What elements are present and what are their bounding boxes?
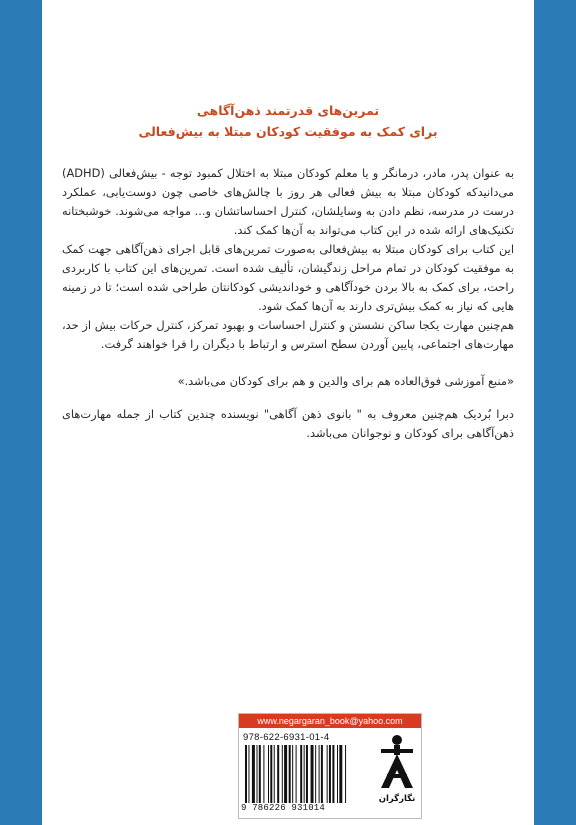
title-line-2: برای کمک به موفقیت کودکان مبتلا به بیش‌فعالی (138, 124, 438, 139)
title-line-1: تمرین‌های قدرتمند ذهن‌آگاهی (196, 103, 380, 118)
blurb (62, 100, 514, 443)
publisher-name: نگارگران (378, 794, 416, 804)
back-cover-panel (42, 0, 534, 825)
barcode-block (238, 713, 422, 819)
review-quote: «منبع آموزشی فوق‌العاده هم برای والدین و هم برای کودکان می‌باشد.» (177, 374, 514, 388)
paragraph-2: این کتاب برای کودکان مبتلا به بیش‌فعالی به‌صورت تمرین‌های قابل اجرای ذهن‌آگاهی جهت کمک به موفقیت کودکان در تمام مراحل زندگیشان، تألیف شده است. تمرین‌های این کتاب با کاربردی راحت، برای کمک به بالا بردن خودآگاهی و خوداندیشی کودکانتان طراحی شده است؛ تا در زمینه هایی که نیاز به کمک بیش‌تری دارند به آن‌ها کمک شود. (62, 242, 514, 313)
isbn-number: 978-622-6931-01-4 (243, 732, 330, 743)
publisher-logo-icon (377, 734, 417, 792)
publisher-url: www.negargaran_book@yahoo.com (239, 714, 421, 728)
barcode-digits: 9 786226 931014 (241, 803, 326, 813)
author-note: دبرا بُردیک هم‌چنین معروف به " بانوی ذهن آگاهی" نویسنده چندین کتاب از جمله مهارت‌های ذهن‌آگاهی برای کودکان و نوجوانان می‌باشد. (62, 407, 514, 440)
blurb-title (62, 100, 514, 142)
cover-right-border (534, 0, 576, 825)
cover-left-border (0, 0, 42, 825)
paragraph-1: به عنوان پدر، مادر، درمانگر و یا معلم کودکان مبتلا به اختلال کمبود توجه - بیش‌فعالی (ADHD) می‌دانید‌که کودکان مبتلا به بیش فعالی هر روز با چالش‌های خاصی چون دوست‌یابی، عملکرد درست در مدرسه، نظم دادن به وسایلشان، کنترل احساساتشان و... مواجه می‌شوند. خوشبختانه تکنیک‌های ارائه شده در این کتاب می‌تواند به آن‌ها کمک کند. (62, 166, 514, 237)
paragraph-3: هم‌چنین مهارت یکجا ساکن نشستن و کنترل احساسات و بهبود تمرکز، کنترل حرکات بیش از حد، مهارت‌های اجتماعی، پایین آوردن سطح استرس و ارتباط با دیگران را فرا خواهند گرفت. (62, 318, 514, 351)
barcode-bars (243, 745, 371, 803)
